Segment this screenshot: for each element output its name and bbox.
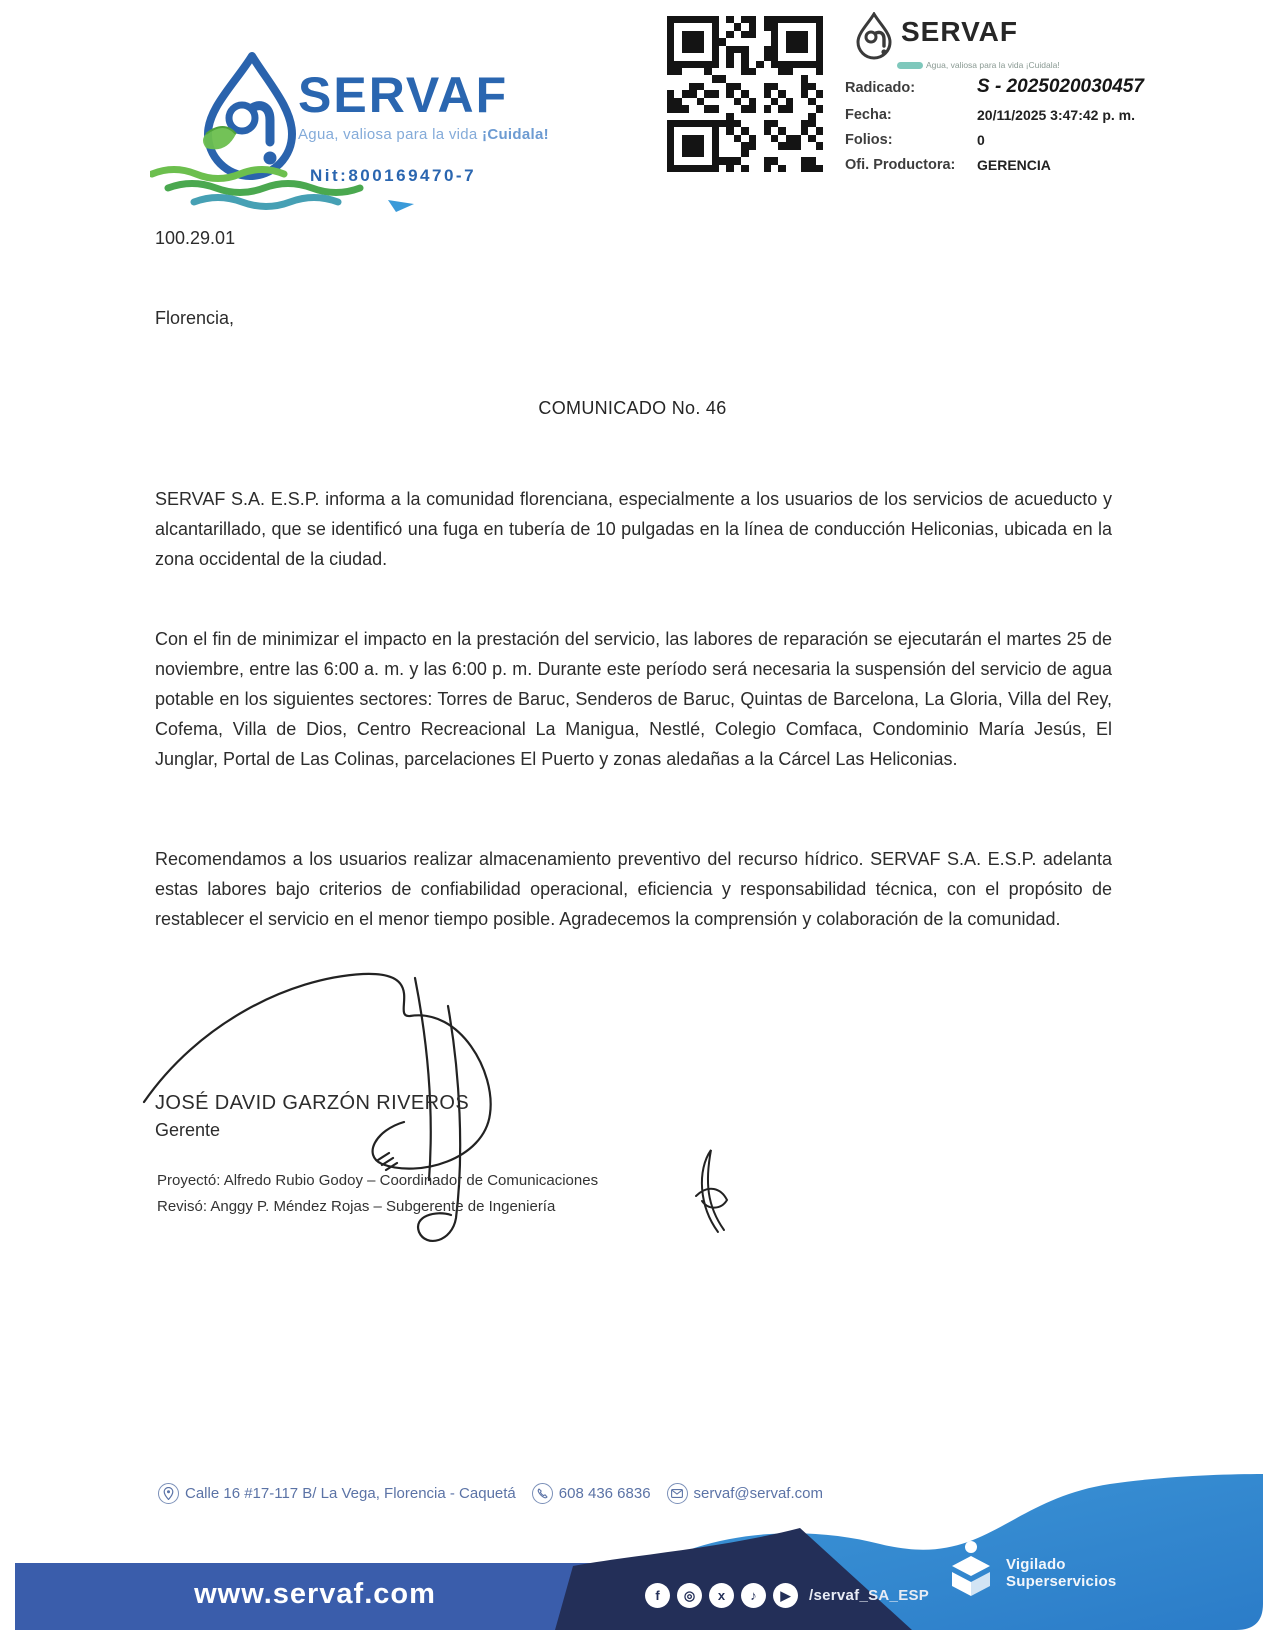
brand-nit: Nit:800169470-7 [310,166,477,185]
social-icons-row [645,1583,929,1608]
radicado-stamp [845,12,1175,182]
body-paragraph: Con el fin de minimizar el impacto en la prestación del servicio, las labores de reparación se ejecutarán el martes 25 de noviembre, entre las 6:00 a. m. y las 6:00 p. m. Durante este período será necesaria la suspensión del servicio de agua potable en los siguientes sectores: Torres de Baruc, Senderos de Baruc, Quintas de Barcelona, La Gloria, Villa del Rey, Cofema, Villa de Dios, Centro Recreacional La Manigua, Nestlé, Colegio Comfaca, Condominio María Jesús, El Junglar, Portal de Las Colinas, parcelaciones El Puerto y zonas aledañas a la Cárcel Las Heliconias. [155,629,1112,769]
footnote-proyecto: Proyectó: Alfredo Rubio Godoy – Coordinador de Comunicaciones [157,1172,599,1189]
address-text: Calle 16 #17-117 B/ La Vega, Florencia - Caquetá [185,1485,516,1502]
stamp-tagline: Agua, valiosa para la vida ¡Cuidala! [897,60,1175,70]
brand-name: SERVAF [298,67,509,123]
footnote-reviso: Revisó: Anggy P. Méndez Rojas – Subgerente de Ingeniería [157,1198,556,1215]
stamp-field-fecha [845,107,1175,123]
scan-smudge [897,62,923,69]
brand-tagline: Agua, valiosa para la vida ¡Cuidala! [298,126,549,143]
body-paragraph: SERVAF S.A. E.S.P. informa a la comunidad florenciana, especialmente a los usuarios de los servicios de acueducto y alcantarillado, que se identificó una fuga en tubería de 10 pulgadas en la línea de conducción Heliconias, ubicada en la zona occidental de la ciudad. [155,489,1112,569]
stamp-field-label: Folios: [845,132,893,148]
stamp-field-label: Radicado: [845,80,916,96]
youtube-icon: ▶ [773,1583,798,1608]
stamp-field-value: 20/11/2025 3:47:42 p. m. [977,107,1135,123]
superservicios-logo-icon [948,1540,994,1606]
website-url: www.servaf.com [194,1578,436,1610]
body-paragraph: Recomendamos a los usuarios realizar almacenamiento preventivo del recurso hídrico. SERVAF S.A. E.S.P. adelanta estas labores bajo criterios de confiabilidad operacional, eficiencia y responsabilidad técnica, con el propósito de restablecer el servicio en el menor tiempo posible. Agradecemos la comprensión y colaboración de la comunidad. [155,849,1112,929]
stamp-field-folios [845,132,1175,148]
facebook-icon: f [645,1583,670,1608]
stamp-field-value: S - 2025020030457 [977,76,1144,97]
phone-text: 608 436 6836 [558,1485,651,1502]
stamp-field-value: 0 [977,132,985,148]
email-text: servaf@servaf.com [693,1485,823,1502]
signer-role: Gerente [155,1120,221,1140]
stamp-drop-icon [853,12,895,62]
stamp-field-radicado [845,76,1175,98]
document-title: COMUNICADO No. 46 [538,398,727,418]
tiktok-icon: ♪ [741,1583,766,1608]
regulator-block [948,1540,1116,1606]
stamp-field-value: GERENCIA [977,157,1051,173]
stamp-field-label: Fecha: [845,107,892,123]
stamp-field-label: Ofi. Productora: [845,157,956,173]
stamp-field-oficina [845,157,1175,173]
regulator-text: Vigilado Superservicios [1006,1556,1117,1590]
reference-code: 100.29.01 [155,228,236,248]
city-line: Florencia, [155,308,235,328]
x-icon: x [709,1583,734,1608]
qr-code [667,16,823,172]
instagram-icon: ◎ [677,1583,702,1608]
stamp-brand: SERVAF [901,16,1018,47]
signer-name: JOSÉ DAVID GARZÓN RIVEROS [155,1092,470,1114]
servaf-letterhead-logo [150,48,630,208]
handwritten-initials [686,1146,738,1238]
social-handle: /servaf_SA_ESP [809,1587,930,1604]
